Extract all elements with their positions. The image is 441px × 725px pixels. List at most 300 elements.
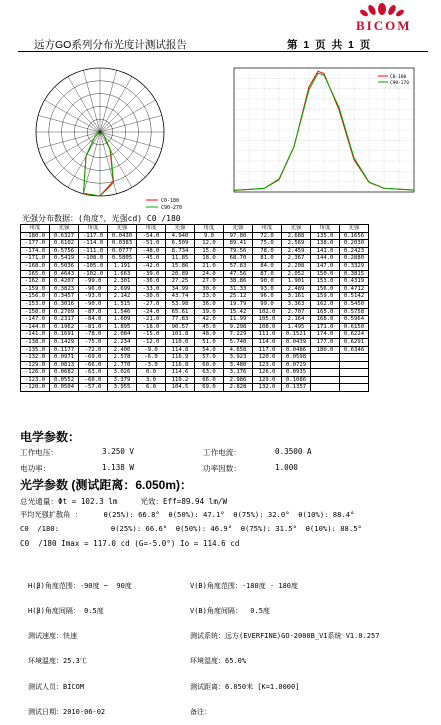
footer-line: 备注： <box>190 707 211 716</box>
table-cell: -120.0 <box>21 384 50 392</box>
table-cell: -60.0 <box>79 376 108 384</box>
table-cell: 2.367 <box>282 255 311 263</box>
table-cell: -147.0 <box>21 316 50 324</box>
polar-spoke <box>100 115 162 132</box>
page-indicator: 第 1 页 共 1 页 <box>287 39 371 51</box>
polar-legend <box>146 198 182 211</box>
table-cell: 110.0 <box>166 338 195 346</box>
table-cell <box>311 354 340 362</box>
footer-line: V(B)角度间隔： 0.5度 <box>190 607 270 616</box>
optical-section-title: 光学参数 (测试距离：6.050m)： <box>20 478 193 492</box>
table-row <box>21 354 369 362</box>
table-cell: 102.0 <box>253 308 282 316</box>
table-cell: -165.0 <box>21 270 50 278</box>
table-cell: 0.4319 <box>340 278 369 286</box>
table-cell: 0.2423 <box>340 247 369 255</box>
table-cell: 2.301 <box>108 278 137 286</box>
table-cell: 47.56 <box>224 270 253 278</box>
footer-line: 测试系统：远方(EVERFINE)GO-2000B_V1系统 V1.0.257 <box>190 632 380 641</box>
table-cell: -15.0 <box>137 331 166 339</box>
table-cell: 0.1521 <box>282 331 311 339</box>
table-cell: 0.0813 <box>50 361 79 369</box>
power-factor-label: 功率因数： <box>203 464 241 473</box>
table-cell: 2.489 <box>282 285 311 293</box>
table-cell: 2.569 <box>282 240 311 248</box>
table-cell: 168.0 <box>311 316 340 324</box>
polar-spoke <box>100 100 155 132</box>
table-cell: 93.0 <box>253 285 282 293</box>
table-cell: 72.0 <box>253 232 282 240</box>
table-cell: -177.0 <box>21 240 50 248</box>
table-cell: 135.0 <box>311 232 340 240</box>
table-row <box>21 247 369 255</box>
table-cell: 3.176 <box>224 369 253 377</box>
table-header-cell: 光强 <box>340 225 369 233</box>
polar-spoke <box>100 87 145 132</box>
table-cell: 21.0 <box>195 262 224 270</box>
total-flux-line: 总光通量：Φt = 102.3 lm 光效：Eff=89.94 lm/W <box>20 497 228 506</box>
table-cell: 3.0 <box>137 376 166 384</box>
table-header-cell: 光强 <box>50 225 79 233</box>
table-cell: 0.0682 <box>50 369 79 377</box>
beam-angle-c0-line: C0 /180: θ(25%): 66.6° θ(50%): 46.9° θ(75%): 31.5° θ(10%): 88.5° <box>20 524 362 533</box>
table-cell: 159.0 <box>311 293 340 301</box>
table-cell: 1.663 <box>108 270 137 278</box>
table-cell: 2.578 <box>108 354 137 362</box>
table-cell: 0.6346 <box>340 346 369 354</box>
table-cell: 129.0 <box>253 376 282 384</box>
table-cell: 2.699 <box>108 285 137 293</box>
footer-test-conditions-right <box>190 565 379 725</box>
table-cell: -114.0 <box>79 240 108 248</box>
table-cell: 0.1429 <box>50 338 79 346</box>
table-cell: 0.4207 <box>50 278 79 286</box>
table-cell: 110.2 <box>166 376 195 384</box>
table-cell: 30.0 <box>195 285 224 293</box>
table-cell: 174.0 <box>311 331 340 339</box>
table-cell: 15.42 <box>224 308 253 316</box>
polar-spoke <box>100 132 145 177</box>
table-cell <box>340 384 369 392</box>
table-cell: 0.0777 <box>108 247 137 255</box>
table-cell: 39.0 <box>195 308 224 316</box>
table-cell: 8.734 <box>166 247 195 255</box>
table-cell: 6.0 <box>137 384 166 392</box>
table-cell: 0.1656 <box>340 232 369 240</box>
table-cell: 0.5805 <box>108 255 137 263</box>
table-cell: 0.0504 <box>50 384 79 392</box>
report-title: 远方GO系列分布光度计测试报告 <box>34 39 187 51</box>
table-cell: 48.0 <box>195 331 224 339</box>
table-cell: 0.0552 <box>50 376 79 384</box>
table-cell: 2.084 <box>108 331 137 339</box>
table-cell: 4.940 <box>166 232 195 240</box>
table-cell <box>311 376 340 384</box>
table-cell: -78.0 <box>79 331 108 339</box>
table-header-cell: 角度 <box>253 225 282 233</box>
power-label: 电功率： <box>20 464 51 473</box>
table-cell: -33.0 <box>137 285 166 293</box>
table-cell: 144.0 <box>311 255 340 263</box>
table-cell: -24.0 <box>137 308 166 316</box>
table-row <box>21 240 369 248</box>
table-cell: 1.495 <box>282 323 311 331</box>
table-cell: 0.5964 <box>340 316 369 324</box>
table-cell: 116.8 <box>166 361 195 369</box>
table-cell: 2.770 <box>108 361 137 369</box>
intensity-data-table <box>20 224 369 392</box>
table-cell: 0.0486 <box>282 346 311 354</box>
table-cell: 89.41 <box>224 240 253 248</box>
table-cell: 2.459 <box>282 247 311 255</box>
polar-spoke <box>100 132 155 164</box>
power-value: 1.138 W <box>102 463 135 472</box>
table-cell: 90.0 <box>253 278 282 286</box>
table-cell: 0.6327 <box>50 232 79 240</box>
table-cell: 38.86 <box>224 278 253 286</box>
table-row <box>21 316 369 324</box>
imax-line: C0 /180 Imax = 117.0 cd (G=-5.0°) Io = 114.6 cd <box>20 539 240 548</box>
table-cell: 27.0 <box>195 278 224 286</box>
table-cell: 57.83 <box>224 262 253 270</box>
table-cell: -141.0 <box>21 331 50 339</box>
table-cell: 69.0 <box>195 384 224 392</box>
table-cell: 0.0 <box>137 369 166 377</box>
table-cell: 77.83 <box>166 316 195 324</box>
table-cell <box>311 361 340 369</box>
table-cell: 5.740 <box>224 338 253 346</box>
table-cell: -30.0 <box>137 293 166 301</box>
table-header-cell: 角度 <box>195 225 224 233</box>
table-cell: 156.0 <box>311 285 340 293</box>
line-grid <box>234 68 414 192</box>
table-cell: -159.0 <box>21 285 50 293</box>
table-row <box>21 293 369 301</box>
table-cell: 96.0 <box>253 293 282 301</box>
table-cell: 3.161 <box>282 293 311 301</box>
table-cell: -138.0 <box>21 338 50 346</box>
table-cell: 141.0 <box>311 247 340 255</box>
table-header-cell: 角度 <box>79 225 108 233</box>
table-cell: 0.6150 <box>340 323 369 331</box>
table-cell: 0.0935 <box>282 369 311 377</box>
table-cell: 165.0 <box>311 308 340 316</box>
table-cell: 2.234 <box>108 338 137 346</box>
table-cell: -57.0 <box>79 384 108 392</box>
table-cell: -12.0 <box>137 338 166 346</box>
table-cell: -3.0 <box>137 361 166 369</box>
table-cell: 0.1357 <box>282 384 311 392</box>
power-factor-value: 1.000 <box>275 463 298 472</box>
table-cell: 108.0 <box>253 323 282 331</box>
table-cell: 3.923 <box>224 354 253 362</box>
table-cell: 0.0729 <box>282 361 311 369</box>
table-cell: -18.0 <box>137 323 166 331</box>
table-cell: 0.3457 <box>50 293 79 301</box>
table-cell: 153.0 <box>311 278 340 286</box>
table-cell: 57.0 <box>195 354 224 362</box>
table-cell: 0.1177 <box>50 346 79 354</box>
table-cell: 0.5419 <box>50 255 79 263</box>
table-cell: 150.0 <box>311 270 340 278</box>
table-cell: 0.1086 <box>282 376 311 384</box>
table-cell: 3.363 <box>282 300 311 308</box>
brand-name: BICOM <box>356 18 412 33</box>
polar-spoke <box>100 132 117 194</box>
table-cell <box>340 376 369 384</box>
table-cell: -129.0 <box>21 361 50 369</box>
table-header-cell: 光强 <box>108 225 137 233</box>
table-row <box>21 338 369 346</box>
table-cell: -21.0 <box>137 316 166 324</box>
table-cell: 15.86 <box>166 262 195 270</box>
footer-line: 环境湿度：65.0% <box>190 657 247 666</box>
table-cell: -42.0 <box>137 262 166 270</box>
table-row <box>21 384 369 392</box>
table-row <box>21 262 369 270</box>
table-cell: -180.0 <box>21 232 50 240</box>
current-value: 0.3500 A <box>275 447 312 456</box>
table-cell: 171.0 <box>311 323 340 331</box>
table-row <box>21 346 369 354</box>
legend-label: C0-180 <box>390 75 407 80</box>
table-cell: -102.0 <box>79 270 108 278</box>
polar-spoke <box>55 87 100 132</box>
table-cell: 147.0 <box>311 262 340 270</box>
table-cell: 0.3815 <box>340 270 369 278</box>
table-cell: 78.0 <box>253 247 282 255</box>
table-row <box>21 331 369 339</box>
table-cell: 99.0 <box>253 300 282 308</box>
table-cell: 116.9 <box>166 354 195 362</box>
table-cell: 0.4712 <box>340 285 369 293</box>
table-cell: 36.0 <box>195 300 224 308</box>
footer-line: 测试速度：快速 <box>28 632 77 641</box>
table-cell <box>340 354 369 362</box>
table-cell: 11.85 <box>166 255 195 263</box>
table-cell: 90.57 <box>166 323 195 331</box>
table-cell: 63.0 <box>195 369 224 377</box>
table-cell: 2.142 <box>108 293 137 301</box>
table-cell: 34.99 <box>166 285 195 293</box>
table-cell: 0.0430 <box>108 232 137 240</box>
table-cell: -93.0 <box>79 293 108 301</box>
electrical-section-title: 电学参数： <box>20 430 81 444</box>
table-cell: 0.5758 <box>340 308 369 316</box>
table-cell: 27.25 <box>166 278 195 286</box>
table-cell: 33.0 <box>195 293 224 301</box>
table-cell: 2.688 <box>282 232 311 240</box>
polar-spoke <box>55 132 100 177</box>
table-cell: -87.0 <box>79 308 108 316</box>
footer-line: V(B)角度范围：-180度 - 180度 <box>190 581 299 590</box>
table-cell: -126.0 <box>21 369 50 377</box>
table-cell: 111.0 <box>253 331 282 339</box>
table-cell: 79.56 <box>224 247 253 255</box>
table-cell: -162.0 <box>21 278 50 286</box>
current-label: 工作电流： <box>203 448 241 457</box>
table-cell: 0.2709 <box>50 308 79 316</box>
footer-line: 测试人员：BICOM <box>28 682 85 691</box>
table-cell: 31.33 <box>224 285 253 293</box>
table-row <box>21 255 369 263</box>
table-cell: 2.052 <box>282 270 311 278</box>
table-cell: 123.0 <box>253 361 282 369</box>
polar-spoke <box>100 70 117 132</box>
table-header-cell: 角度 <box>21 225 50 233</box>
table-cell: -75.0 <box>79 338 108 346</box>
table-cell: 9.298 <box>224 323 253 331</box>
table-cell: -153.0 <box>21 300 50 308</box>
table-cell: 126.0 <box>253 369 282 377</box>
polar-series <box>83 132 113 196</box>
table-cell: -81.0 <box>79 323 108 331</box>
table-row <box>21 270 369 278</box>
polar-spoke <box>100 132 132 187</box>
table-cell: 97.80 <box>224 232 253 240</box>
table-cell: -90.0 <box>79 300 108 308</box>
table-cell: 0.3329 <box>340 262 369 270</box>
table-cell: 0.1691 <box>50 331 79 339</box>
table-cell: 114.0 <box>253 338 282 346</box>
table-cell: 2.164 <box>282 316 311 324</box>
table-header-row <box>21 225 369 233</box>
table-cell <box>311 384 340 392</box>
table-cell: 1.901 <box>282 278 311 286</box>
table-cell: -123.0 <box>21 376 50 384</box>
table-cell: 162.0 <box>311 300 340 308</box>
table-cell <box>340 361 369 369</box>
table-cell: -135.0 <box>21 346 50 354</box>
table-row <box>21 361 369 369</box>
table-cell: 0.5756 <box>50 247 79 255</box>
table-cell: 43.74 <box>166 293 195 301</box>
table-cell: -36.0 <box>137 278 166 286</box>
table-cell: 1.895 <box>108 323 137 331</box>
table-cell: 3.379 <box>108 376 137 384</box>
table-cell: 75.0 <box>253 240 282 248</box>
table-cell: 104.5 <box>166 384 195 392</box>
table-cell: 20.89 <box>166 270 195 278</box>
table-cell: 54.0 <box>195 346 224 354</box>
table-row <box>21 232 369 240</box>
table-cell: 0.3823 <box>50 285 79 293</box>
table-cell: 0.6291 <box>340 338 369 346</box>
table-cell: -66.0 <box>79 361 108 369</box>
table-cell: 132.0 <box>253 384 282 392</box>
table-cell: 6.509 <box>166 240 195 248</box>
table-row <box>21 300 369 308</box>
table-cell: 1.515 <box>108 300 137 308</box>
table-cell: 12.0 <box>195 240 224 248</box>
table-cell: -174.0 <box>21 247 50 255</box>
table-cell: 105.0 <box>253 316 282 324</box>
polar-spoke <box>100 132 162 149</box>
intensity-line-chart <box>218 56 432 206</box>
table-cell: 25.12 <box>224 293 253 301</box>
table-cell: 1.191 <box>108 262 137 270</box>
table-cell: 19.79 <box>224 300 253 308</box>
table-cell: 1.609 <box>108 316 137 324</box>
table-body <box>21 232 369 391</box>
table-cell: 0.3016 <box>50 300 79 308</box>
table-cell: 0.5036 <box>50 262 79 270</box>
table-cell: -84.0 <box>79 316 108 324</box>
polar-spoke <box>83 70 100 132</box>
table-header-cell: 光强 <box>166 225 195 233</box>
table-cell: -72.0 <box>79 346 108 354</box>
beam-angle-average-line: 平均光强扩散角 ： θ(25%): 66.8° θ(50%): 47.1° θ(75%): 32.0° θ(10%): 88.4° <box>20 510 355 519</box>
table-cell: -150.0 <box>21 308 50 316</box>
table-cell: 24.0 <box>195 270 224 278</box>
table-title: 光强分布数据：(角度°，光强cd) C0 /180 <box>22 214 181 223</box>
table-cell: 120.0 <box>253 354 282 362</box>
table-cell: 0.4643 <box>50 270 79 278</box>
table-cell: -54.0 <box>137 232 166 240</box>
table-cell: -27.0 <box>137 300 166 308</box>
table-cell: 7.229 <box>224 331 253 339</box>
footer-line: 环境温度：25.3℃ <box>28 657 87 666</box>
table-cell: 18.0 <box>195 255 224 263</box>
table-header-cell: 角度 <box>137 225 166 233</box>
table-cell: 2.707 <box>282 308 311 316</box>
table-cell: 0.5142 <box>340 293 369 301</box>
table-cell: 0.2317 <box>50 316 79 324</box>
table-cell: -96.0 <box>79 285 108 293</box>
table-cell: 3.955 <box>108 384 137 392</box>
table-cell: -105.0 <box>79 262 108 270</box>
table-cell: -156.0 <box>21 293 50 301</box>
footer-test-conditions-left <box>28 565 132 725</box>
table-cell: -108.0 <box>79 255 108 263</box>
table-header-cell: 光强 <box>224 225 253 233</box>
table-cell: 138.0 <box>311 240 340 248</box>
table-cell: 2.208 <box>282 262 311 270</box>
table-cell: 114.6 <box>166 369 195 377</box>
table-cell: 84.0 <box>253 262 282 270</box>
table-cell: 0.2030 <box>340 240 369 248</box>
table-cell: 2.400 <box>108 346 137 354</box>
table-cell: -111.0 <box>79 247 108 255</box>
table-cell: 4.658 <box>224 346 253 354</box>
polar-spoke <box>45 132 100 164</box>
polar-spoke <box>100 77 132 132</box>
table-cell: -69.0 <box>79 354 108 362</box>
table-cell: 0.1962 <box>50 323 79 331</box>
table-cell: 180.0 <box>311 346 340 354</box>
table-row <box>21 369 369 377</box>
footer-line: 测试距离：6.050米 [K=1.0000] <box>190 682 300 691</box>
table-row <box>21 278 369 286</box>
line-legend <box>378 74 409 86</box>
table-cell: -171.0 <box>21 255 50 263</box>
table-cell: 0.0971 <box>50 354 79 362</box>
table-cell: 2.828 <box>224 384 253 392</box>
table-cell: -9.0 <box>137 346 166 354</box>
table-cell: 3.026 <box>108 369 137 377</box>
table-header-cell: 角度 <box>311 225 340 233</box>
table-cell: -132.0 <box>21 354 50 362</box>
table-cell: 117.0 <box>253 346 282 354</box>
table-cell: 2.986 <box>224 376 253 384</box>
table-row <box>21 308 369 316</box>
legend-label: C0-180 <box>161 198 180 204</box>
table-cell: 66.0 <box>195 376 224 384</box>
polar-spoke <box>68 77 100 132</box>
table-cell: 101.8 <box>166 331 195 339</box>
table-row <box>21 285 369 293</box>
table-cell: 87.0 <box>253 270 282 278</box>
